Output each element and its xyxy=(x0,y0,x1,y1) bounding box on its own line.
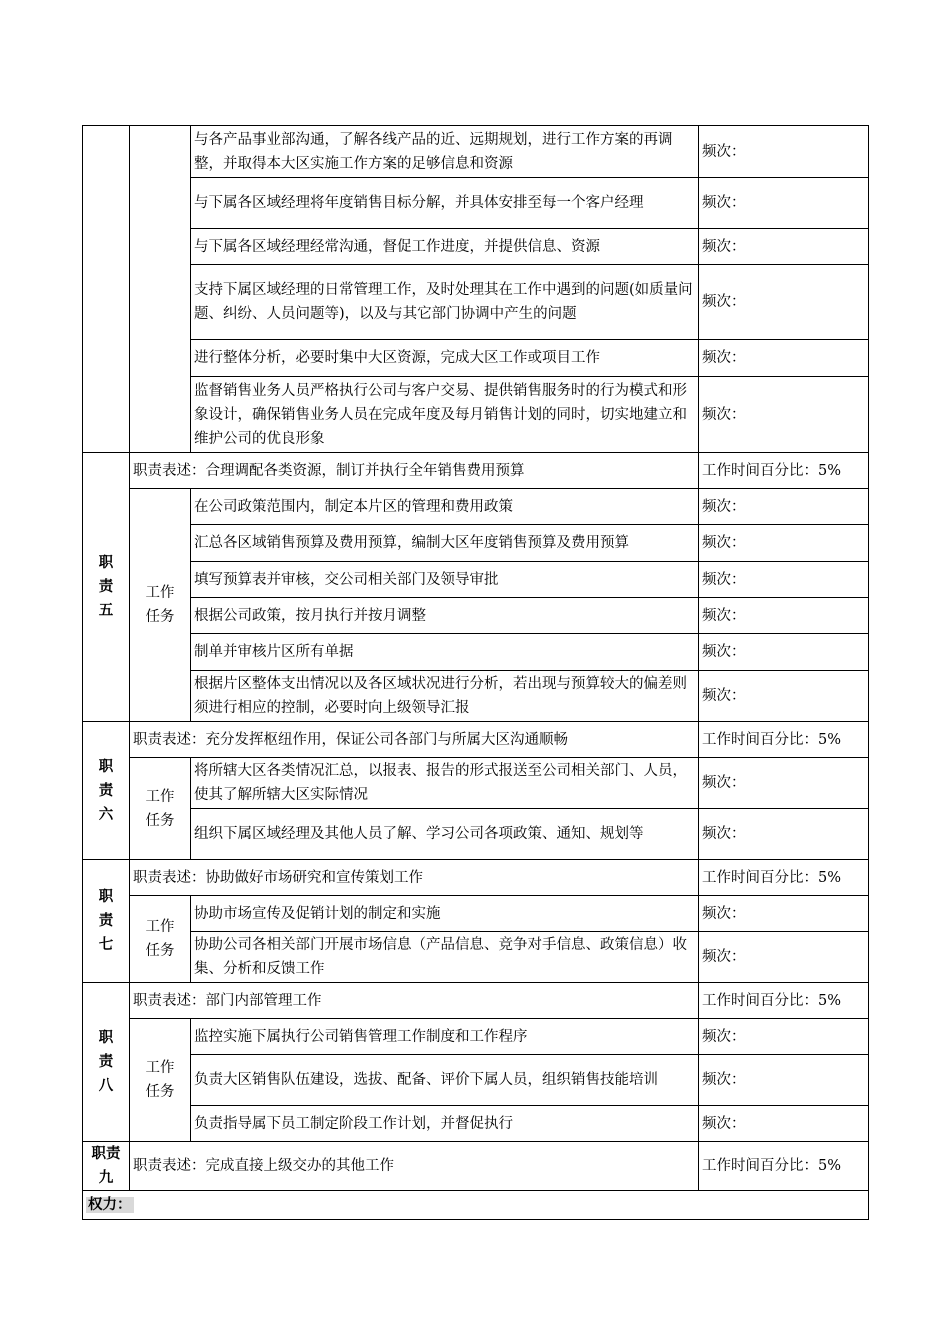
task-row xyxy=(83,126,869,178)
task-text: 负责大区销售队伍建设，选拔、配备、评价下属人员，组织销售技能培训 xyxy=(191,1055,699,1106)
frequency: 频次： xyxy=(699,562,869,598)
task-text: 监控实施下属执行公司销售管理工作制度和工作程序 xyxy=(191,1019,699,1055)
time-percentage: 工作时间百分比：5% xyxy=(699,722,869,758)
frequency: 频次： xyxy=(699,809,869,860)
duty-desc: 职责表述：充分发挥枢纽作用，保证公司各部门与所属大区沟通顺畅 xyxy=(130,722,699,758)
task-text: 汇总各区域销售预算及费用预算，编制大区年度销售预算及费用预算 xyxy=(191,525,699,562)
frequency: 频次： xyxy=(699,896,869,932)
task-row xyxy=(83,809,869,860)
duty-desc: 职责表述：协助做好市场研究和宣传策划工作 xyxy=(130,860,699,896)
task-text: 根据公司政策，按月执行并按月调整 xyxy=(191,598,699,634)
time-percentage: 工作时间百分比：5% xyxy=(699,860,869,896)
duty-label-cell xyxy=(83,126,130,453)
task-row xyxy=(83,1106,869,1142)
task-text: 填写预算表并审核，交公司相关部门及领导审批 xyxy=(191,562,699,598)
task-row xyxy=(83,758,869,809)
task-text: 与下属各区域经理经常沟通，督促工作进度，并提供信息、资源 xyxy=(191,229,699,265)
frequency: 频次： xyxy=(699,489,869,525)
frequency: 频次： xyxy=(699,598,869,634)
task-row xyxy=(83,1055,869,1106)
frequency: 频次： xyxy=(699,671,869,722)
duty-table xyxy=(82,125,869,1220)
task-text: 制单并审核片区所有单据 xyxy=(191,634,699,671)
frequency: 频次： xyxy=(699,126,869,178)
task-text: 组织下属区域经理及其他人员了解、学习公司各项政策、通知、规划等 xyxy=(191,809,699,860)
duty-desc: 职责表述：完成直接上级交办的其他工作 xyxy=(130,1142,699,1191)
task-row xyxy=(83,265,869,340)
task-row xyxy=(83,671,869,722)
task-row xyxy=(83,229,869,265)
duty-desc-row xyxy=(83,983,869,1019)
task-row xyxy=(83,340,869,377)
task-row xyxy=(83,932,869,983)
frequency: 频次： xyxy=(699,229,869,265)
frequency: 频次： xyxy=(699,265,869,340)
task-row xyxy=(83,896,869,932)
task-text: 负责指导属下员工制定阶段工作计划，并督促执行 xyxy=(191,1106,699,1142)
time-percentage: 工作时间百分比：5% xyxy=(699,453,869,489)
task-row xyxy=(83,525,869,562)
work-task-cell xyxy=(130,126,191,453)
task-row xyxy=(83,562,869,598)
duty-desc-row xyxy=(83,453,869,489)
task-row xyxy=(83,178,869,229)
work-task-label: 工作 任务 xyxy=(130,758,191,860)
frequency: 频次： xyxy=(699,377,869,453)
duty-8-label: 职 责 八 xyxy=(83,983,130,1142)
power-label: 权力： xyxy=(88,1197,132,1213)
task-row xyxy=(83,489,869,525)
task-text: 与各产品事业部沟通，了解各线产品的近、远期规划，进行工作方案的再调整，并取得本大区实施工作方案的足够信息和资源 xyxy=(191,126,699,178)
frequency: 频次： xyxy=(699,758,869,809)
duty-desc-row xyxy=(83,1142,869,1191)
task-row xyxy=(83,1019,869,1055)
duty-desc-row xyxy=(83,722,869,758)
duty-9-label: 职责 九 xyxy=(83,1142,130,1191)
time-percentage: 工作时间百分比：5% xyxy=(699,1142,869,1191)
frequency: 频次： xyxy=(699,634,869,671)
task-row xyxy=(83,377,869,453)
duty-desc: 职责表述：部门内部管理工作 xyxy=(130,983,699,1019)
frequency: 频次： xyxy=(699,932,869,983)
task-text: 在公司政策范围内，制定本片区的管理和费用政策 xyxy=(191,489,699,525)
power-cell xyxy=(83,1191,869,1220)
duty-desc: 职责表述：合理调配各类资源，制订并执行全年销售费用预算 xyxy=(130,453,699,489)
task-text: 进行整体分析，必要时集中大区资源，完成大区工作或项目工作 xyxy=(191,340,699,377)
task-text: 与下属各区域经理将年度销售目标分解，并具体安排至每一个客户经理 xyxy=(191,178,699,229)
duty-5-label: 职 责 五 xyxy=(83,453,130,722)
task-text: 将所辖大区各类情况汇总，以报表、报告的形式报送至公司相关部门、人员，使其了解所辖大区实际情况 xyxy=(191,758,699,809)
task-text: 支持下属区域经理的日常管理工作，及时处理其在工作中遇到的问题(如质量问题、纠纷、人员问题等)，以及与其它部门协调中产生的问题 xyxy=(191,265,699,340)
power-row xyxy=(83,1191,869,1220)
task-text: 根据片区整体支出情况以及各区域状况进行分析，若出现与预算较大的偏差则须进行相应的控制，必要时向上级领导汇报 xyxy=(191,671,699,722)
frequency: 频次： xyxy=(699,1019,869,1055)
frequency: 频次： xyxy=(699,1106,869,1142)
work-task-label: 工作 任务 xyxy=(130,1019,191,1142)
task-text: 监督销售业务人员严格执行公司与客户交易、提供销售服务时的行为模式和形象设计，确保销售业务人员在完成年度及每月销售计划的同时，切实地建立和维护公司的优良形象 xyxy=(191,377,699,453)
task-text: 协助市场宣传及促销计划的制定和实施 xyxy=(191,896,699,932)
duty-desc-row xyxy=(83,860,869,896)
frequency: 频次： xyxy=(699,525,869,562)
frequency: 频次： xyxy=(699,340,869,377)
duty-6-label: 职 责 六 xyxy=(83,722,130,860)
time-percentage: 工作时间百分比：5% xyxy=(699,983,869,1019)
task-text: 协助公司各相关部门开展市场信息（产品信息、竞争对手信息、政策信息）收集、分析和反馈工作 xyxy=(191,932,699,983)
frequency: 频次： xyxy=(699,178,869,229)
frequency: 频次： xyxy=(699,1055,869,1106)
task-row xyxy=(83,634,869,671)
work-task-label: 工作 任务 xyxy=(130,489,191,722)
work-task-label: 工作 任务 xyxy=(130,896,191,983)
task-row xyxy=(83,598,869,634)
duty-7-label: 职 责 七 xyxy=(83,860,130,983)
